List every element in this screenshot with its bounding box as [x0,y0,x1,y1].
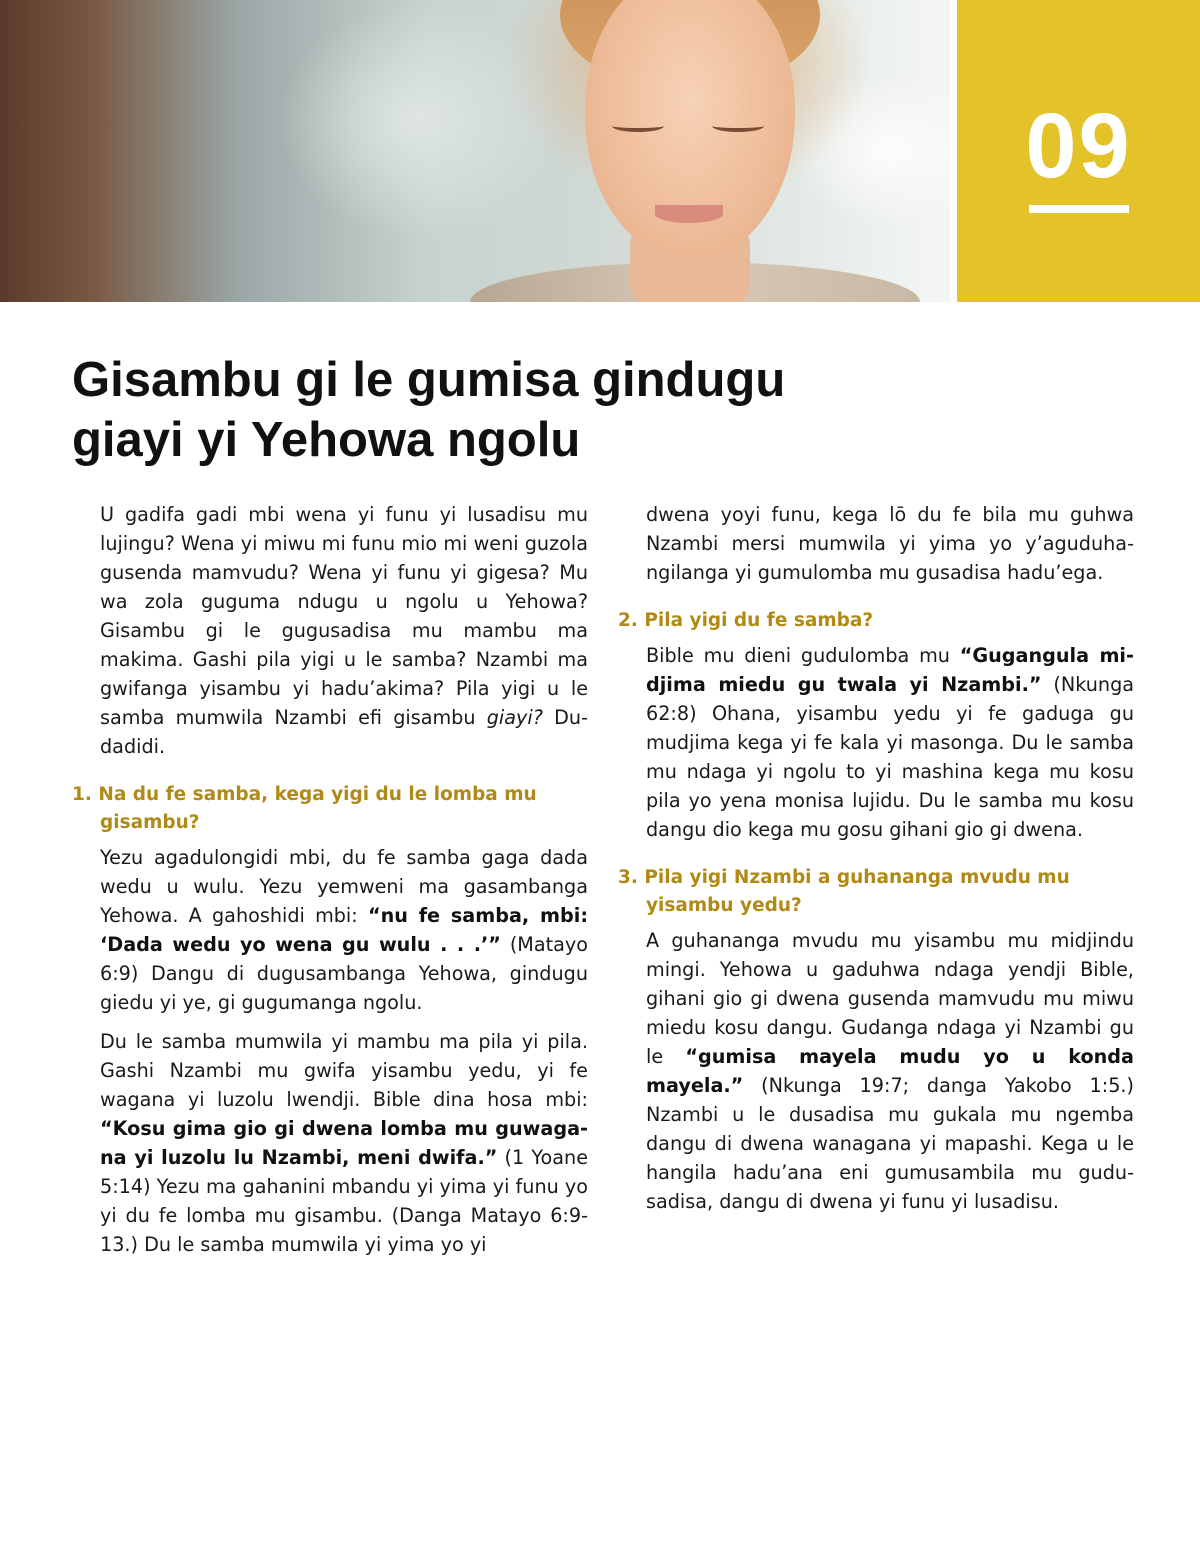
section-1-paragraph-1 [100,843,588,1017]
s3p1-quote: “gumisa mayela mudu yo u konda mayela.” [646,1045,1134,1097]
s1p2-quote: “Kosu gima gio gi dwena lomba mu guwagana yi luzolu lu Nzambi, meni dwifa.” [100,1117,588,1169]
photo-eye-right [712,120,764,132]
title-line-2: giayi yi Yehowa ngolu [72,413,581,467]
chapter-box [957,0,1200,302]
intro-emphasis: giayi? [486,706,543,729]
s2p1-text-1: Bible mu dieni gudulomba mu [646,644,960,667]
section-2-paragraph-1 [646,641,1134,844]
intro-text-1: U gadifa gadi mbi wena yi funu yi lusadisu mu lujingu? Wena yi miwu mi funu mio mi weni guzola gusenda mamvudu? Wena yi funu yi gigesa? Mu wa zola guguma ndugu u ngolu u Yehowa? Gisambu gi le gugusadisa mu mambu ma makima. Gashi pila yigi u le samba? Nzambi ma gwifanga yisambu yi hadu’akima? Pila yigi u le samba mumwila Nzambi efi gisambu [100,503,588,729]
section-3-paragraph-1 [646,926,1134,1216]
s2p1-quote: “Gugangula midjima miedu gu twala yi Nzambi.” [646,644,1134,696]
intro-paragraph [100,500,588,761]
chapter-rule [1029,205,1129,213]
right-column [618,500,1135,1226]
photo-eye-left [612,120,664,132]
question-2-heading: 2. Pila yigi du fe samba? [618,610,874,631]
header-photo [0,0,950,302]
page-title [72,350,892,470]
question-1-heading: 1. Na du fe samba, kega yigi du le lomba mu gisambu? [72,784,537,833]
chapter-number: 09 [1025,95,1132,197]
section-1-paragraph-2-continued: dwena yoyi funu, kega lō du fe bila mu guhwa Nzambi mersi mumwila yi yima yo y’aguduhangilanga yi gumulomba mu gusadisa hadu’ega. [646,503,1134,584]
left-column [72,500,588,1269]
section-1-paragraph-2 [100,1027,588,1259]
s1p1-text-1: Yezu agadulongidi mbi, du fe samba gaga dada wedu u wulu. Yezu yemweni ma gasambanga Yehowa. A gahoshidi mbi: [100,846,588,927]
s3p1-text-2: (Nkunga 19:7; danga Yakobo 1:5.) Nzambi u le dusadisa mu gukala mu ngemba dangu di dwena wanagana yi mapashi. Kega u le hangila hadu’ana eni gumusambila mu gudusadisa, dangu di dwena yi funu yi lusadisu. [646,1074,1134,1213]
question-3-heading: 3. Pila yigi Nzambi a guhananga mvudu mu yisambu yedu? [618,867,1070,916]
title-line-1: Gisambu gi le gumisa gindugu [72,353,786,407]
s1p2-text-1: Du le samba mumwila yi mambu ma pila yi pila. Gashi Nzambi mu gwifa yisambu yedu, yi fe wagana yi luzolu lwendji. Bible dina hosa mbi: [100,1030,588,1111]
photo-lips [655,205,723,223]
s1p1-text-2: (Matayo 6:9) Dangu di dugusambanga Yehowa, gindugu giedu yi ye, gi gugumanga ngolu. [100,933,588,1014]
s1p2-text-2: (1 Yoane 5:14) Yezu ma gahanini mbandu yi yima yi funu yo yi du fe lomba mu gisambu. (Danga Matayo 6:9-13.) Du le samba mumwila yi yima yo yi [100,1146,588,1256]
s2p1-text-2: (Nkunga 62:8) Ohana, yisambu yedu yi fe gaduga gu mudjima kega yi fe kala yi masonga. Du le samba mu ndaga yi ngolu to yi mashina kega mu kosu pila yo yena monisa lujidu. Du le samba mu kosu dangu dio kega mu gosu gihani gio gi dwena. [646,673,1135,841]
intro-text-3: Dudadidi. [100,706,588,758]
s3p1-text-1: A guhananga mvudu mu yisambu mu midjindu mingi. Yehowa u gaduhwa ndaga yendji Bible, gihani gio gi dwena gusenda mamvudu mu miwu miedu kosu dangu. Gudanga ndaga yi Nzambi gu le [646,929,1134,1068]
s1p1-quote: “nu fe samba, mbi: ‘Dada wedu yo wena gu wulu . . .’” [100,904,588,956]
